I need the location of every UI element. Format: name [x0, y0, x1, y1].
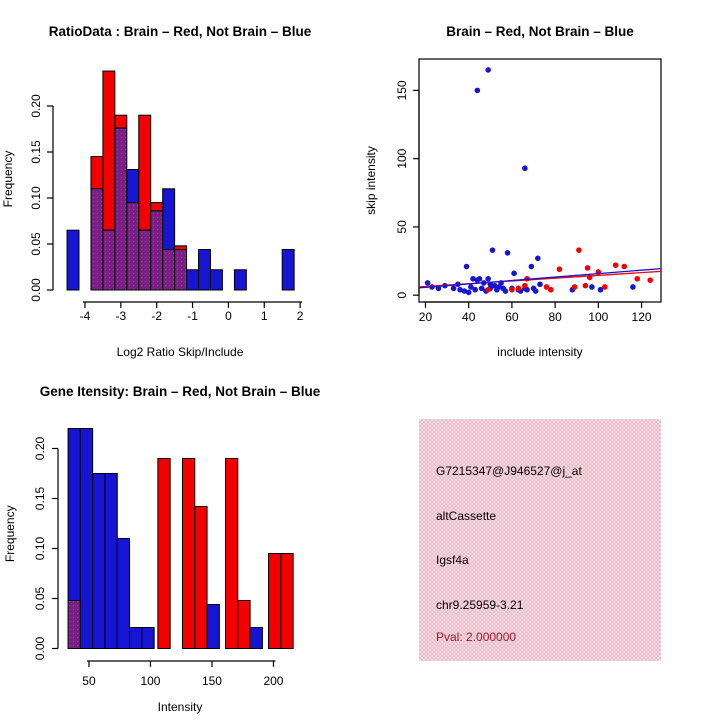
chart-title: Brain – Red, Not Brain – Blue — [446, 24, 634, 39]
y-tick-label: 0.00 — [33, 636, 47, 661]
scatter-point-blue — [451, 286, 457, 292]
hist-bar-blue — [282, 250, 294, 290]
hist-bar-blue — [117, 539, 129, 649]
scatter-point-blue — [466, 290, 472, 296]
scatter-point-red — [509, 287, 515, 293]
hist-bar-red — [281, 554, 293, 649]
x-tick-label: 200 — [263, 674, 284, 688]
scatter-point-blue — [630, 284, 636, 290]
scatter-point-blue — [477, 276, 483, 282]
gene-intensity-histogram-panel — [0, 360, 360, 720]
y-tick-label: 0.05 — [29, 232, 43, 256]
scatter-point-blue — [533, 288, 539, 294]
hist-bar-red — [182, 459, 194, 649]
hist-bar-blue — [67, 230, 79, 290]
pval-text: Pval: 2.000000 — [436, 630, 517, 644]
scatter-point-red — [583, 283, 589, 289]
hist-bar-overlap — [91, 189, 103, 290]
hist-bar-overlap — [103, 230, 115, 290]
scatter-point-blue — [537, 281, 543, 287]
y-tick-label: 0.10 — [29, 186, 43, 210]
scatter-point-red — [602, 284, 608, 290]
scatter-point-blue — [511, 271, 517, 277]
hist-bar-overlap — [68, 601, 80, 649]
probe-id-text: G7215347@J946527@j_at — [436, 464, 582, 478]
ratio-histogram-panel — [0, 0, 360, 360]
hist-bar-overlap — [151, 211, 163, 290]
scatter-point-blue — [535, 256, 541, 262]
x-tick-label: 150 — [201, 674, 222, 688]
y-tick-label: 0.15 — [29, 140, 43, 164]
hist-bar-red — [238, 601, 250, 649]
scatter-plot-area — [419, 67, 661, 295]
scatter-point-blue — [475, 88, 481, 94]
hist-bar-red — [175, 246, 187, 250]
y-tick-label: 0.00 — [29, 278, 43, 302]
x-tick-label: -3 — [115, 309, 127, 323]
hist-bar-blue — [142, 628, 154, 649]
hist-bar-overlap — [127, 203, 139, 290]
x-tick-label: 80 — [548, 310, 562, 324]
scatter-point-red — [634, 276, 640, 282]
event-type-text: altCassette — [436, 509, 497, 523]
scatter-point-blue — [589, 284, 595, 290]
hist-bar-overlap — [115, 128, 127, 290]
x-axis-title: Log2 Ratio Skip/Include — [116, 345, 244, 359]
hist-bar-red — [103, 71, 115, 230]
x-tick-label: 50 — [82, 674, 96, 688]
scatter-point-blue — [503, 288, 509, 294]
y-tick-label: 50 — [395, 220, 409, 234]
hist-bar-red — [269, 554, 281, 649]
hist-bar-red — [195, 507, 207, 649]
x-tick-label: 0 — [225, 309, 232, 323]
hist-bar-overlap — [139, 230, 151, 290]
scatter-point-red — [647, 277, 653, 283]
scatter-point-blue — [425, 280, 431, 286]
hist-bar-blue — [80, 429, 92, 649]
hist-bar-blue — [130, 628, 142, 649]
scatter-point-red — [621, 264, 627, 270]
locus-text: chr9.25959-3.21 — [436, 598, 524, 612]
hist-bar-overlap — [175, 250, 187, 290]
y-tick-label: 100 — [395, 148, 409, 169]
y-tick-label: 150 — [395, 80, 409, 101]
hist-bar-blue — [199, 250, 211, 290]
scatter-point-red — [576, 247, 582, 253]
hist-bar-blue — [207, 605, 219, 649]
y-axis-title: skip intensity — [364, 146, 378, 215]
scatter-point-blue — [522, 165, 528, 171]
scatter-point-blue — [485, 67, 491, 73]
hist-bar-red — [91, 157, 103, 189]
y-axis-title: Frequency — [1, 150, 15, 208]
chart-title: RatioData : Brain – Red, Not Brain – Blue — [48, 24, 312, 39]
hist-bar-blue — [68, 429, 80, 601]
scatter-point-blue — [490, 247, 496, 253]
hist-bar-red — [151, 203, 163, 211]
hist-bar-blue — [187, 270, 199, 290]
scatter-point-red — [613, 262, 619, 268]
hist-bar-red — [139, 115, 151, 230]
gene-name-text: Igsf4a — [436, 553, 469, 567]
chart-title: Gene Itensity: Brain – Red, Not Brain – Blue — [39, 384, 321, 399]
hist-bar-blue — [234, 270, 246, 290]
hist-bar-red — [115, 115, 127, 128]
hist-bar-blue — [105, 474, 117, 649]
x-tick-label: 1 — [260, 309, 268, 323]
hist-bar-blue — [163, 189, 175, 250]
x-tick-label: -4 — [79, 309, 91, 323]
intensity-scatter-panel — [360, 0, 720, 360]
scatter-point-blue — [472, 287, 478, 293]
hist-bar-blue — [210, 270, 222, 290]
y-tick-label: 0 — [395, 291, 409, 299]
y-tick-label: 0.20 — [33, 436, 47, 461]
scatter-point-red — [548, 287, 554, 293]
y-tick-label: 0.05 — [33, 586, 47, 611]
x-tick-label: 40 — [462, 310, 476, 324]
x-tick-label: 120 — [631, 310, 652, 324]
hist-bar-blue — [250, 628, 262, 649]
hist-bar-blue — [127, 169, 139, 202]
x-tick-label: -2 — [151, 309, 163, 323]
y-tick-label: 0.20 — [29, 94, 43, 118]
y-tick-label: 0.10 — [33, 536, 47, 561]
scatter-point-blue — [529, 264, 535, 270]
info-panel — [419, 419, 661, 661]
scatter-point-blue — [464, 264, 470, 270]
x-tick-label: 100 — [140, 674, 161, 688]
x-axis-title: include intensity — [497, 345, 583, 359]
x-tick-label: -1 — [187, 309, 198, 323]
hist-bar-overlap — [163, 250, 175, 290]
hist-bar-red — [226, 459, 238, 649]
scatter-point-red — [585, 265, 591, 271]
hist-bar-red — [158, 459, 170, 649]
scatter-point-blue — [505, 250, 511, 256]
probe-info-quadrant — [360, 360, 720, 720]
x-tick-label: 20 — [418, 310, 433, 324]
y-tick-label: 0.15 — [33, 486, 47, 511]
x-tick-label: 100 — [588, 310, 609, 324]
scatter-point-red — [516, 286, 522, 292]
scatter-point-red — [572, 284, 578, 290]
x-tick-label: 2 — [296, 309, 304, 323]
x-tick-label: 60 — [505, 310, 519, 324]
scatter-point-blue — [485, 276, 491, 282]
x-axis-title: Intensity — [157, 700, 203, 714]
y-axis-title: Frequency — [3, 505, 17, 563]
scatter-point-red — [522, 283, 528, 289]
scatter-point-red — [557, 266, 563, 272]
hist-bar-blue — [93, 474, 105, 649]
scatter-point-red — [485, 287, 491, 293]
